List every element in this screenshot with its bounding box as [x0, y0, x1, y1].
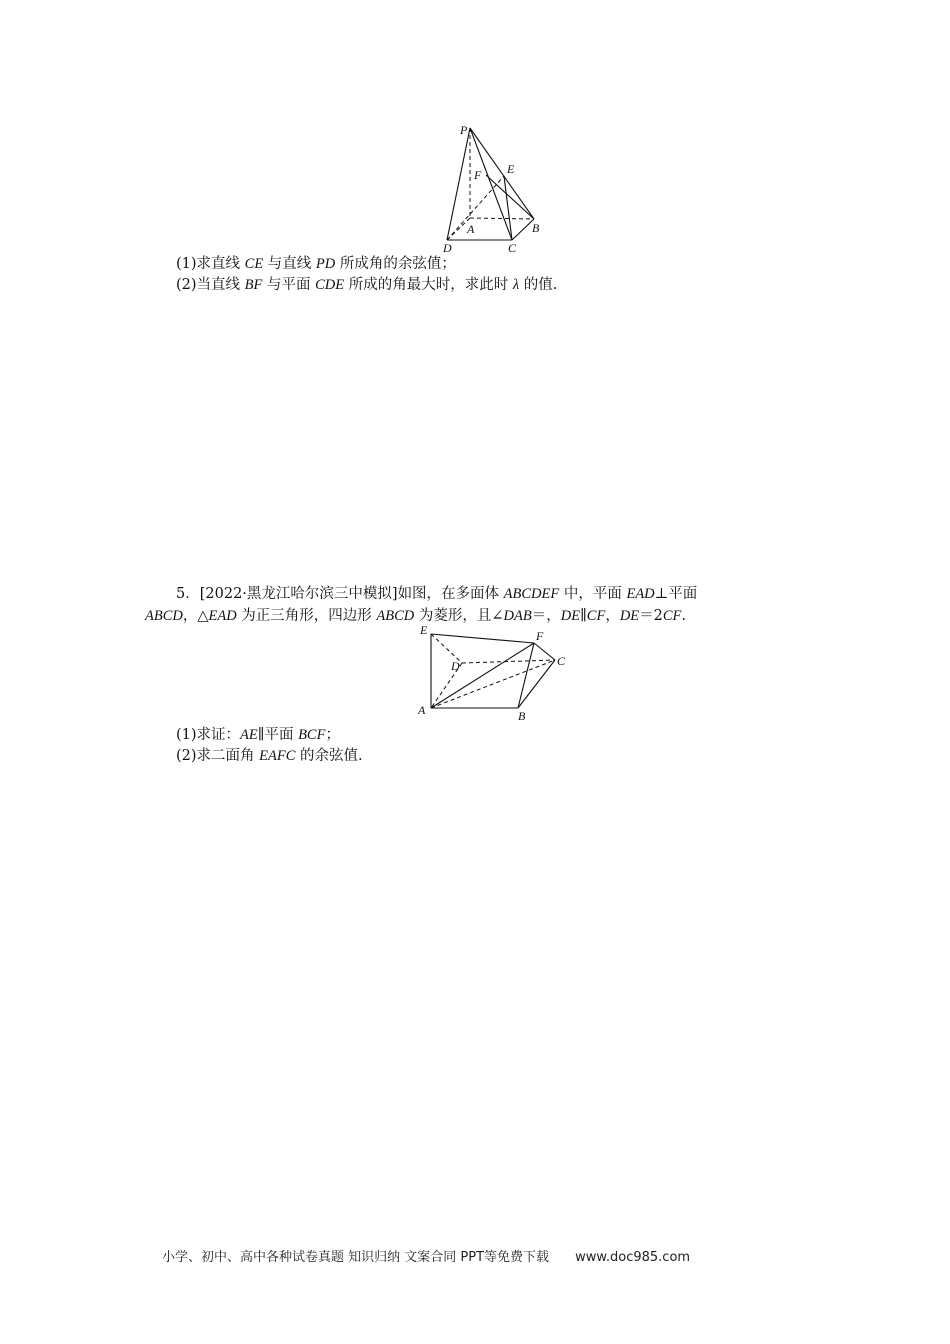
- label-C: C: [557, 654, 566, 668]
- q4-part2: (2)当直线 BF 与平面 CDE 所成的角最大时，求此时 λ 的值.: [176, 277, 558, 293]
- segment-AF: [431, 643, 534, 708]
- segment-DE: [447, 176, 504, 240]
- edge-FC: [534, 643, 555, 660]
- q5-line2: ABCD，△EAD 为正三角形，四边形 ABCD 为菱形，且∠DAB＝，DE∥CF，DE＝2CF.: [145, 608, 687, 624]
- label-F: F: [474, 168, 482, 182]
- edge-DC: [462, 660, 555, 663]
- question-source: [2022·黑龙江哈尔滨三中模拟]: [199, 586, 398, 602]
- edge-AB: [470, 218, 534, 219]
- label-C: C: [508, 241, 517, 255]
- q4-part1: (1)求直线 CE 与直线 PD 所成角的余弦值；: [176, 256, 456, 272]
- q5-line1: 5．[2022·黑龙江哈尔滨三中模拟]如图，在多面体 ABCDEF 中，平面 EAD⊥平面: [176, 586, 698, 602]
- label-P: P: [460, 123, 468, 137]
- footer-url[interactable]: www.doc985.com: [575, 1250, 691, 1265]
- label-D: D: [451, 659, 460, 673]
- label-B: B: [518, 709, 526, 723]
- polyhedron-figure: [412, 620, 580, 726]
- label-A: A: [467, 222, 475, 236]
- edge-EF: [431, 634, 534, 643]
- label-E: E: [507, 162, 515, 176]
- segment-FB: [486, 175, 534, 219]
- footer-text: 小学、初中、高中各种试卷真题 知识归纳 文案合同 PPT等免费下载: [162, 1250, 550, 1265]
- q5-part2: (2)求二面角 EAFC 的余弦值.: [176, 748, 363, 764]
- label-B: B: [532, 221, 540, 235]
- label-A: A: [418, 703, 426, 717]
- footer: [162, 1246, 690, 1265]
- q5-part1: (1)求证：AE∥平面 BCF；: [176, 727, 340, 743]
- pyramid-figure: [436, 118, 548, 256]
- label-F: F: [536, 629, 544, 643]
- edge-PC: [470, 128, 512, 240]
- edge-CB: [512, 219, 534, 240]
- label-D: D: [443, 241, 452, 255]
- label-E: E: [420, 623, 428, 637]
